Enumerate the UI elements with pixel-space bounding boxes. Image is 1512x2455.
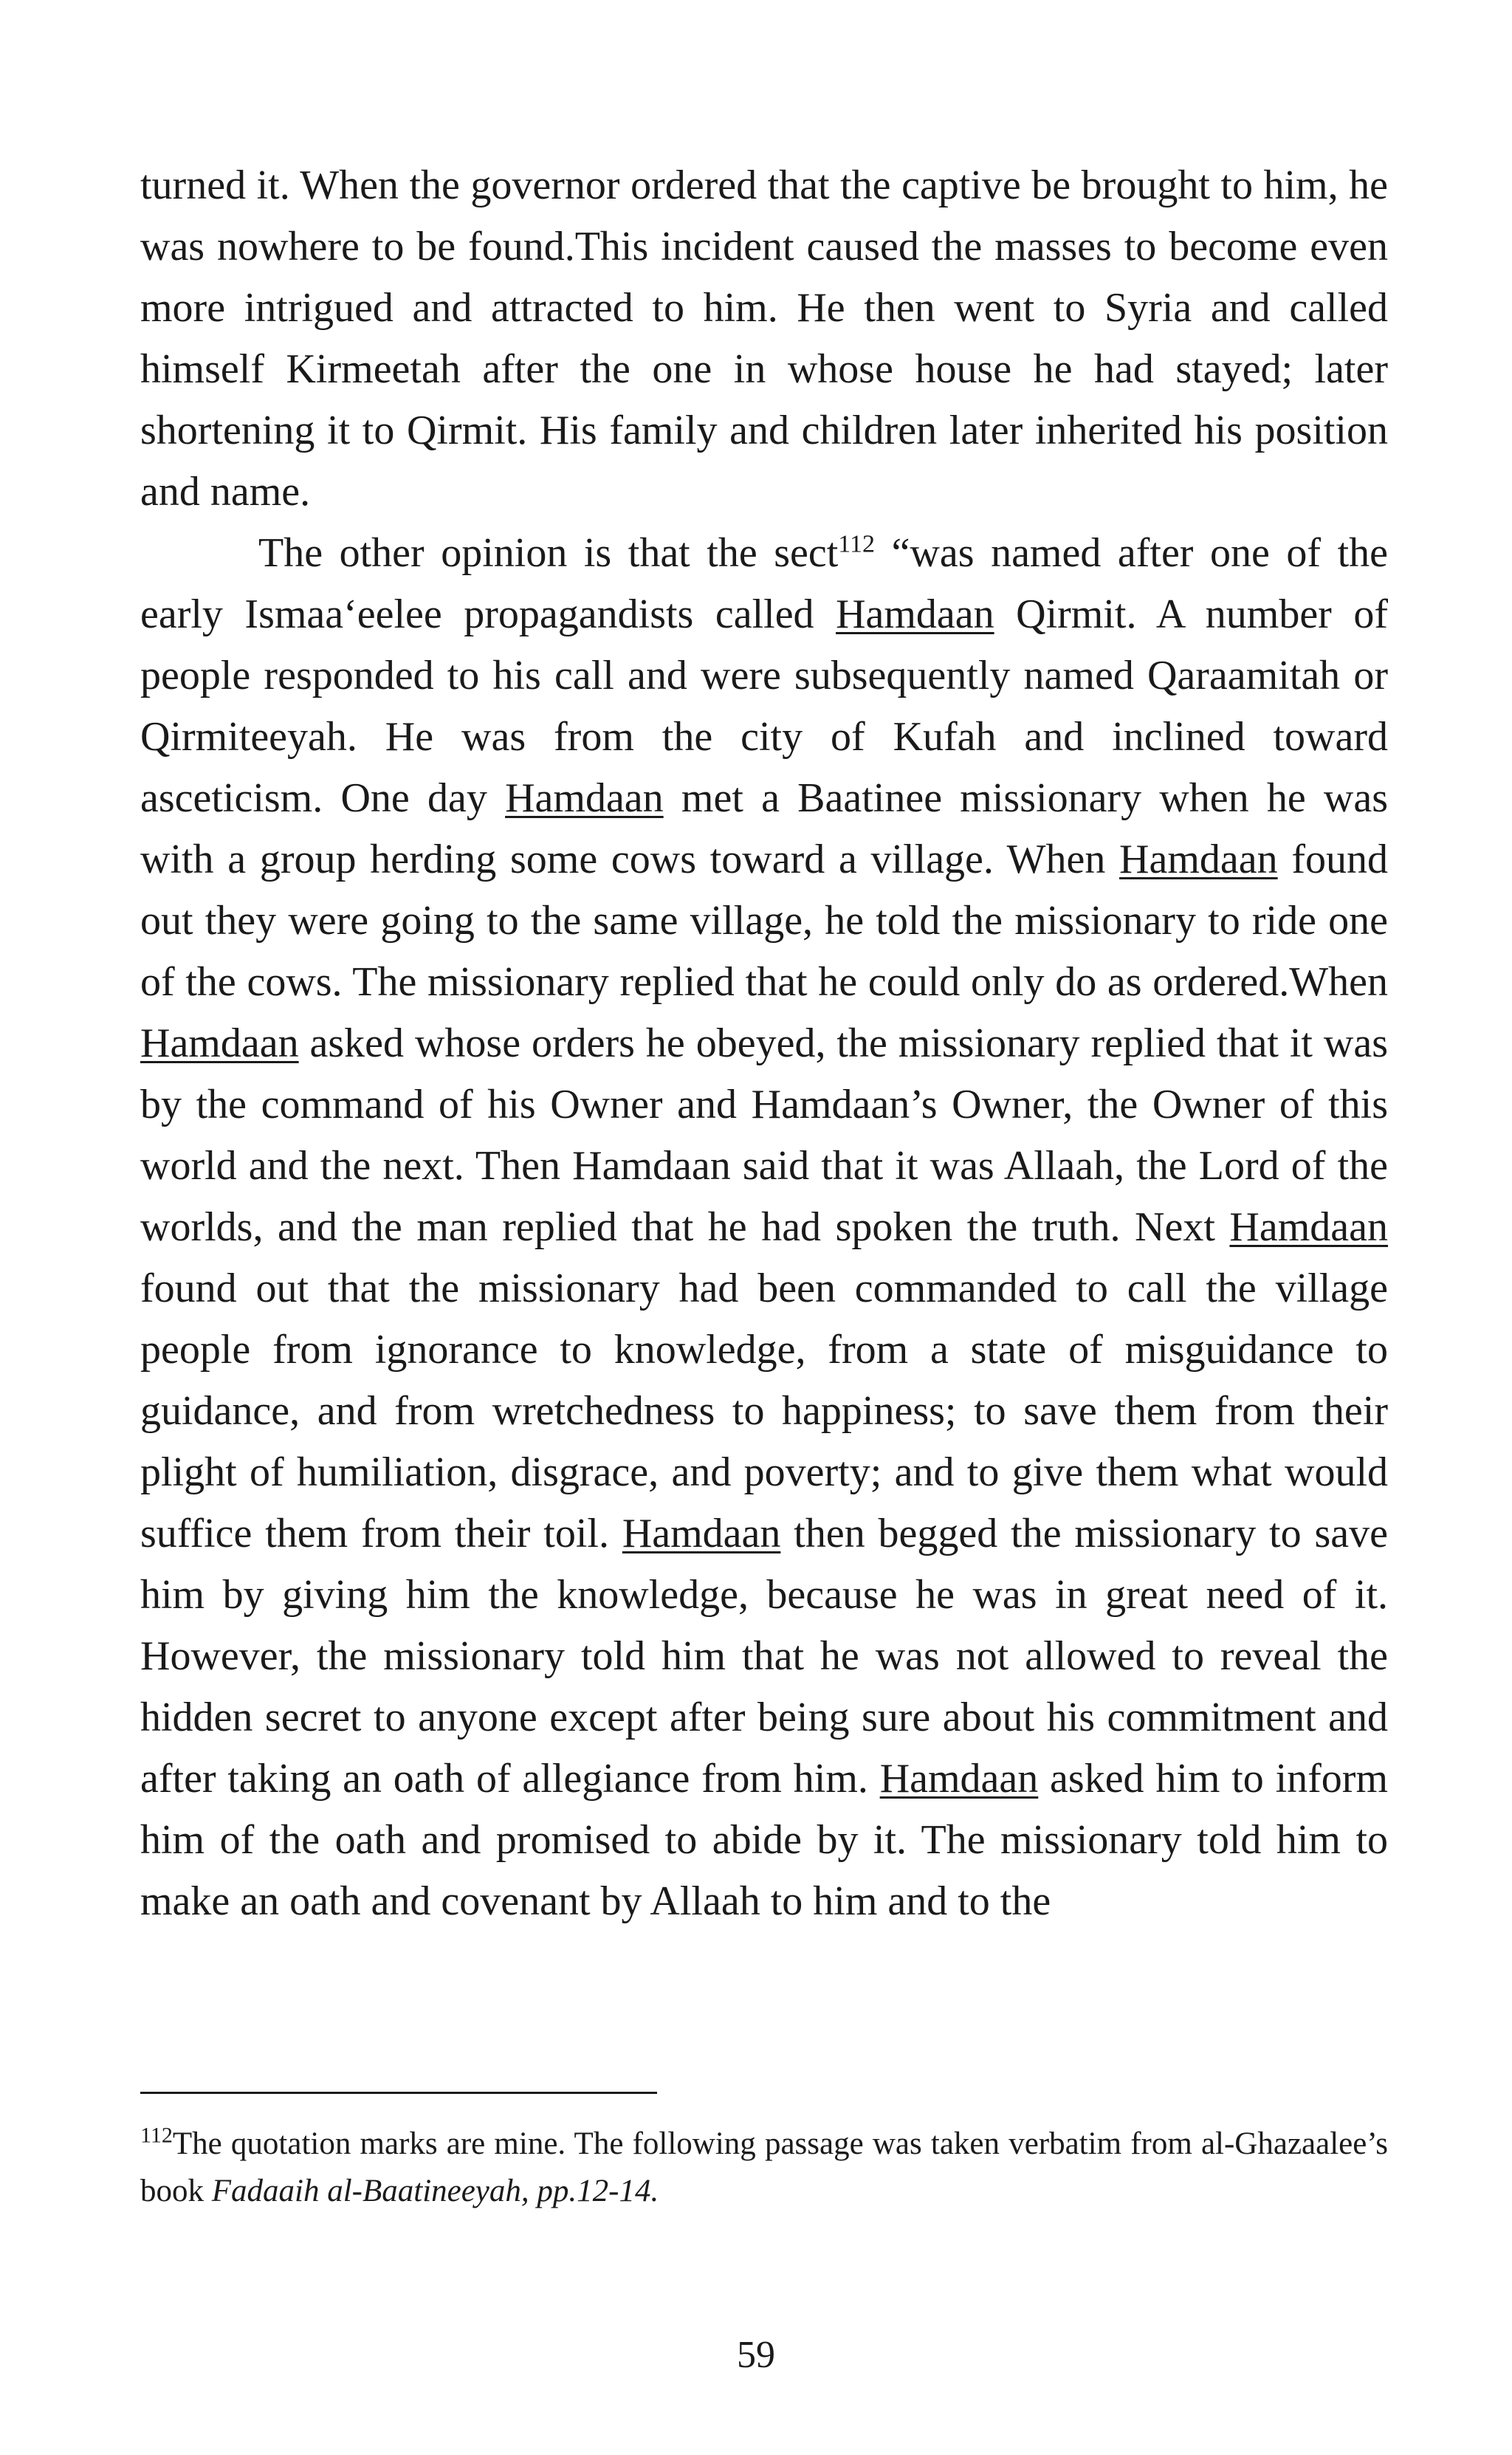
- paragraph-2-text: then begged the missionary to save him by giving him the knowledge, because he was in great need of it. However, the missionary told him that he was not allowed to reveal the hidden secret to anyone except after being sure about his commitment and after taking an oath of allegiance from him.: [140, 1511, 1388, 1802]
- paragraph-2-text: asked him to inform him of the oath and promised to abide by it. The missionary told him to make an oath and covenant by Allaah to him and to the: [140, 1756, 1389, 1924]
- paragraph-2-text: met a Baatinee missionary when he was with a group herding some cows toward a village. When: [140, 775, 1388, 882]
- name-hamdaan: Hamdaan: [879, 1756, 1039, 1802]
- name-hamdaan: Hamdaan: [140, 1020, 299, 1066]
- paragraph-2-text: The other opinion is that the sect: [258, 530, 839, 576]
- footnote-text: The quotation marks are mine. The following passage was taken verbatim from al-Ghazaalee’s book: [140, 2126, 1388, 2208]
- paragraph-2-text: found out they were going to the same village, he told the missionary to ride one of the cows. The missionary replied that he could only do as ordered.When: [140, 837, 1388, 1005]
- paragraph-2-text: “was named after one of the early Ismaa‘eelee propagandists called: [140, 530, 1388, 637]
- paragraph-2: [140, 523, 1388, 1932]
- paragraph-2-text: Qirmit. A number of people responded to his call and were subsequently named Qaraamitah or Qirmiteeyah. He was from the city of Kufah and inclined toward asceticism. One day: [140, 591, 1388, 821]
- name-hamdaan: Hamdaan: [1229, 1204, 1388, 1250]
- footnote-book-title: Fadaaih al-Baatineeyah, pp.12-14.: [211, 2174, 659, 2208]
- paragraph-2-text: found out that the missionary had been commanded to call the village people from ignorance to knowledge, from a state of misguidance to guidance, and from wretchedness to happiness; to save them from their plight of humiliation, disgrace, and poverty; and to give them what would suffice them from their toil.: [140, 1266, 1388, 1556]
- footnote-number: 112: [140, 2123, 173, 2148]
- name-hamdaan: Hamdaan: [836, 591, 994, 637]
- paragraph-2-text: asked whose orders he obeyed, the missionary replied that it was by the command of his Owner and Hamdaan’s Owner, the Owner of this world and the next. Then Hamdaan said that it was Allaah, the Lord of the worlds, and the man replied that he had spoken the truth. Next: [140, 1020, 1388, 1250]
- footnote-reference: 112: [838, 530, 876, 558]
- name-hamdaan: Hamdaan: [1119, 837, 1278, 882]
- page-number: 59: [737, 2334, 775, 2376]
- body-text: [140, 155, 1388, 1932]
- footnote: [140, 2121, 1388, 2215]
- page-body: [140, 155, 1388, 1932]
- footnote-divider: [140, 2092, 657, 2094]
- name-hamdaan: Hamdaan: [622, 1511, 781, 1556]
- name-hamdaan: Hamdaan: [505, 775, 664, 821]
- paragraph-1: turned it. When the governor ordered that the captive be brought to him, he was nowhere to be found.This incident caused the masses to become even more intrigued and attracted to him. He then went to Syria and called himself Kirmeetah after the one in whose house he had stayed; later shortening it to Qirmit. His family and children later inherited his position and name.: [140, 162, 1388, 515]
